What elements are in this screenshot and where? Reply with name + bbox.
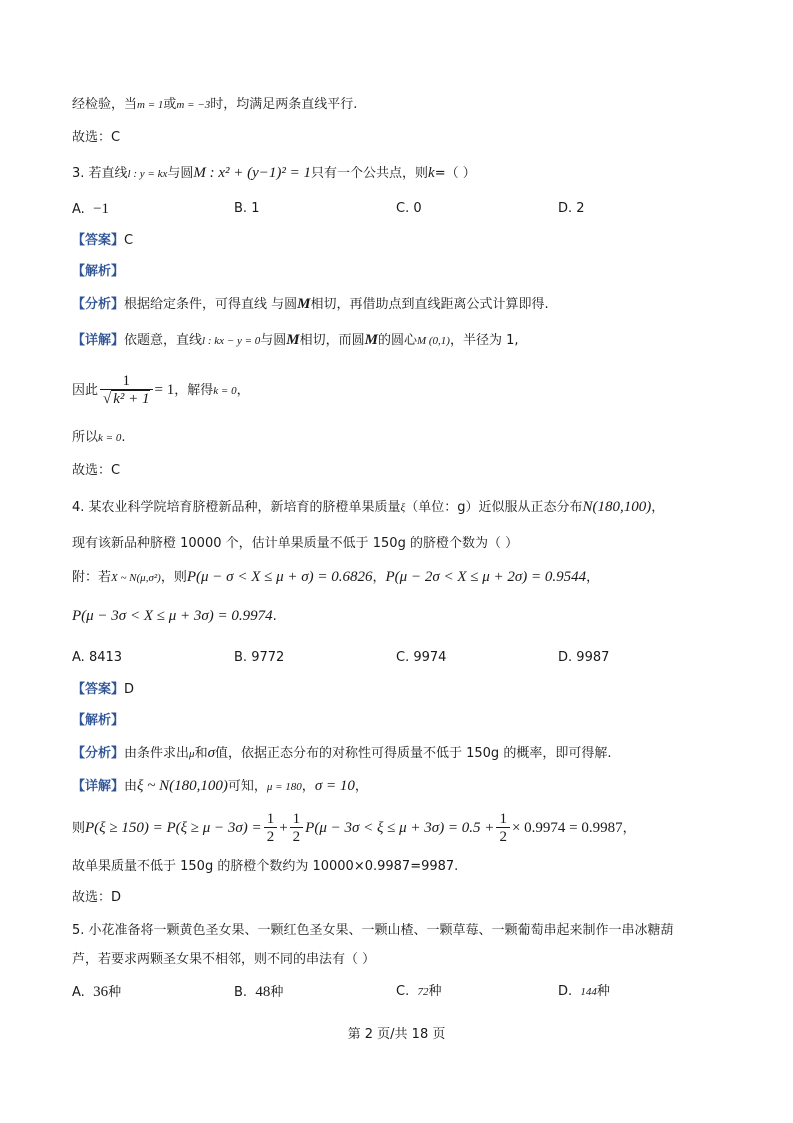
math: M : x² + (y−1)² = 1 [193, 165, 312, 181]
ze-line: 则P(ξ ≥ 150) = P(ξ ≥ μ − 3σ) = $\frac{1}{2}$ + $\frac{1}{2}$ P(μ − 3σ < ξ ≤ μ + 3σ) = 0.5 + $\frac{1}{2}$ × 0.9974 = 0.9987， [72, 811, 636, 845]
text: 经检验，当 [72, 97, 138, 112]
text: 只有一个公共点，则 [311, 166, 429, 181]
question-4-stem: 4. 某农业科学院培育脐橙新品种，新培育的脐橙单果质量ξ（单位：g）近似服从正态分布N(180,100)， [72, 499, 665, 515]
fenxi-line: 【分析】根据给定条件，可得直线 与圆M相切，再借助点到直线距离公式计算即得. [72, 296, 549, 312]
option-d: D. 9987 [558, 650, 610, 665]
option-d: D. 2 [558, 201, 585, 216]
analysis-tag: 【解析】 [72, 713, 125, 728]
suoyi-line: 所以k = 0. [72, 430, 126, 445]
fraction: $\frac{1}{2}$ [496, 811, 510, 846]
analysis-tag: 【解析】 [72, 264, 125, 279]
option-b: B. 9772 [234, 650, 285, 665]
math: m = 1 [137, 99, 164, 111]
option-b: B. 48种 [234, 984, 284, 1000]
option-c: C. 9974 [396, 650, 447, 665]
text-line [72, 95, 357, 115]
question-5-line2: 芦，若要求两颗圣女果不相邻，则不同的串法有（ ） [72, 952, 376, 967]
text: =（ ） [434, 166, 476, 181]
answer-line: 【答案】C [72, 233, 134, 248]
conclusion-line: 故单果质量不低于 150g 的脐橙个数约为 10000×0.9987=9987. [72, 859, 459, 874]
question-4-line2: 现有该新品种脐橙 10000 个，估计单果质量不低于 150g 的脐橙个数为（ ） [72, 536, 519, 551]
option-d: D. 144种 [558, 984, 610, 999]
choose-line: 故选：C [72, 463, 121, 478]
text: 3. 若直线 [72, 166, 128, 181]
math: l : y = kx [127, 168, 168, 180]
option-b: B. 1 [234, 201, 260, 216]
detail-line: 【详解】依题意，直线l : kx − y = 0与圆M相切，而圆M的圆心M (0,1)，半径为 1, [72, 332, 519, 348]
detail-line: 【详解】由ξ ~ N(180,100)可知，μ = 180，σ = 10， [72, 778, 368, 794]
choose-line: 故选：D [72, 890, 122, 905]
option-c: C. 72种 [396, 984, 442, 999]
math: k [428, 165, 435, 181]
choose-line: 故选：C [72, 130, 121, 145]
fraction: $\frac{1}{2}$ [290, 811, 304, 846]
yinci-line: 因此 $\frac{1}{\text{√ k² + 1}}$ = 1，解得k = 0， [72, 373, 250, 407]
fraction: $\frac{1}{2}$ [264, 811, 278, 846]
question-5-line1: 5. 小花准备将一颗黄色圣女果、一颗红色圣女果、一颗山楂、一颗草莓、一颗葡萄串起来制作一串冰糖葫 [72, 923, 674, 938]
fu-line: 附：若X ~ N(μ,σ²)，则P(μ − σ < X ≤ μ + σ) = 0.6826，P(μ − 2σ < X ≤ μ + 2σ) = 0.9544， [72, 569, 600, 585]
fenxi-line: 【分析】由条件求出μ和σ值，依据正态分布的对称性可得质量不低于 150g 的概率，即可得解. [72, 745, 612, 761]
math: m = −3 [176, 99, 211, 111]
question-3-stem [72, 163, 476, 184]
text: 与圆 [167, 166, 194, 181]
text: 或 [163, 97, 177, 112]
option-a: A. −1 [72, 201, 110, 217]
option-a: A. 36种 [72, 984, 122, 1000]
text: 时，均满足两条直线平行. [210, 97, 358, 112]
option-c: C. 0 [396, 201, 422, 216]
option-a: A. 8413 [72, 650, 123, 665]
page-footer: 第 2 页/共 18 页 [347, 1027, 446, 1042]
answer-line: 【答案】D [72, 682, 135, 697]
fu-line-2: P(μ − 3σ < X ≤ μ + 3σ) = 0.9974. [72, 608, 277, 624]
fraction: $\frac{1}{\text{√ k² + 1}}$ [100, 373, 153, 408]
